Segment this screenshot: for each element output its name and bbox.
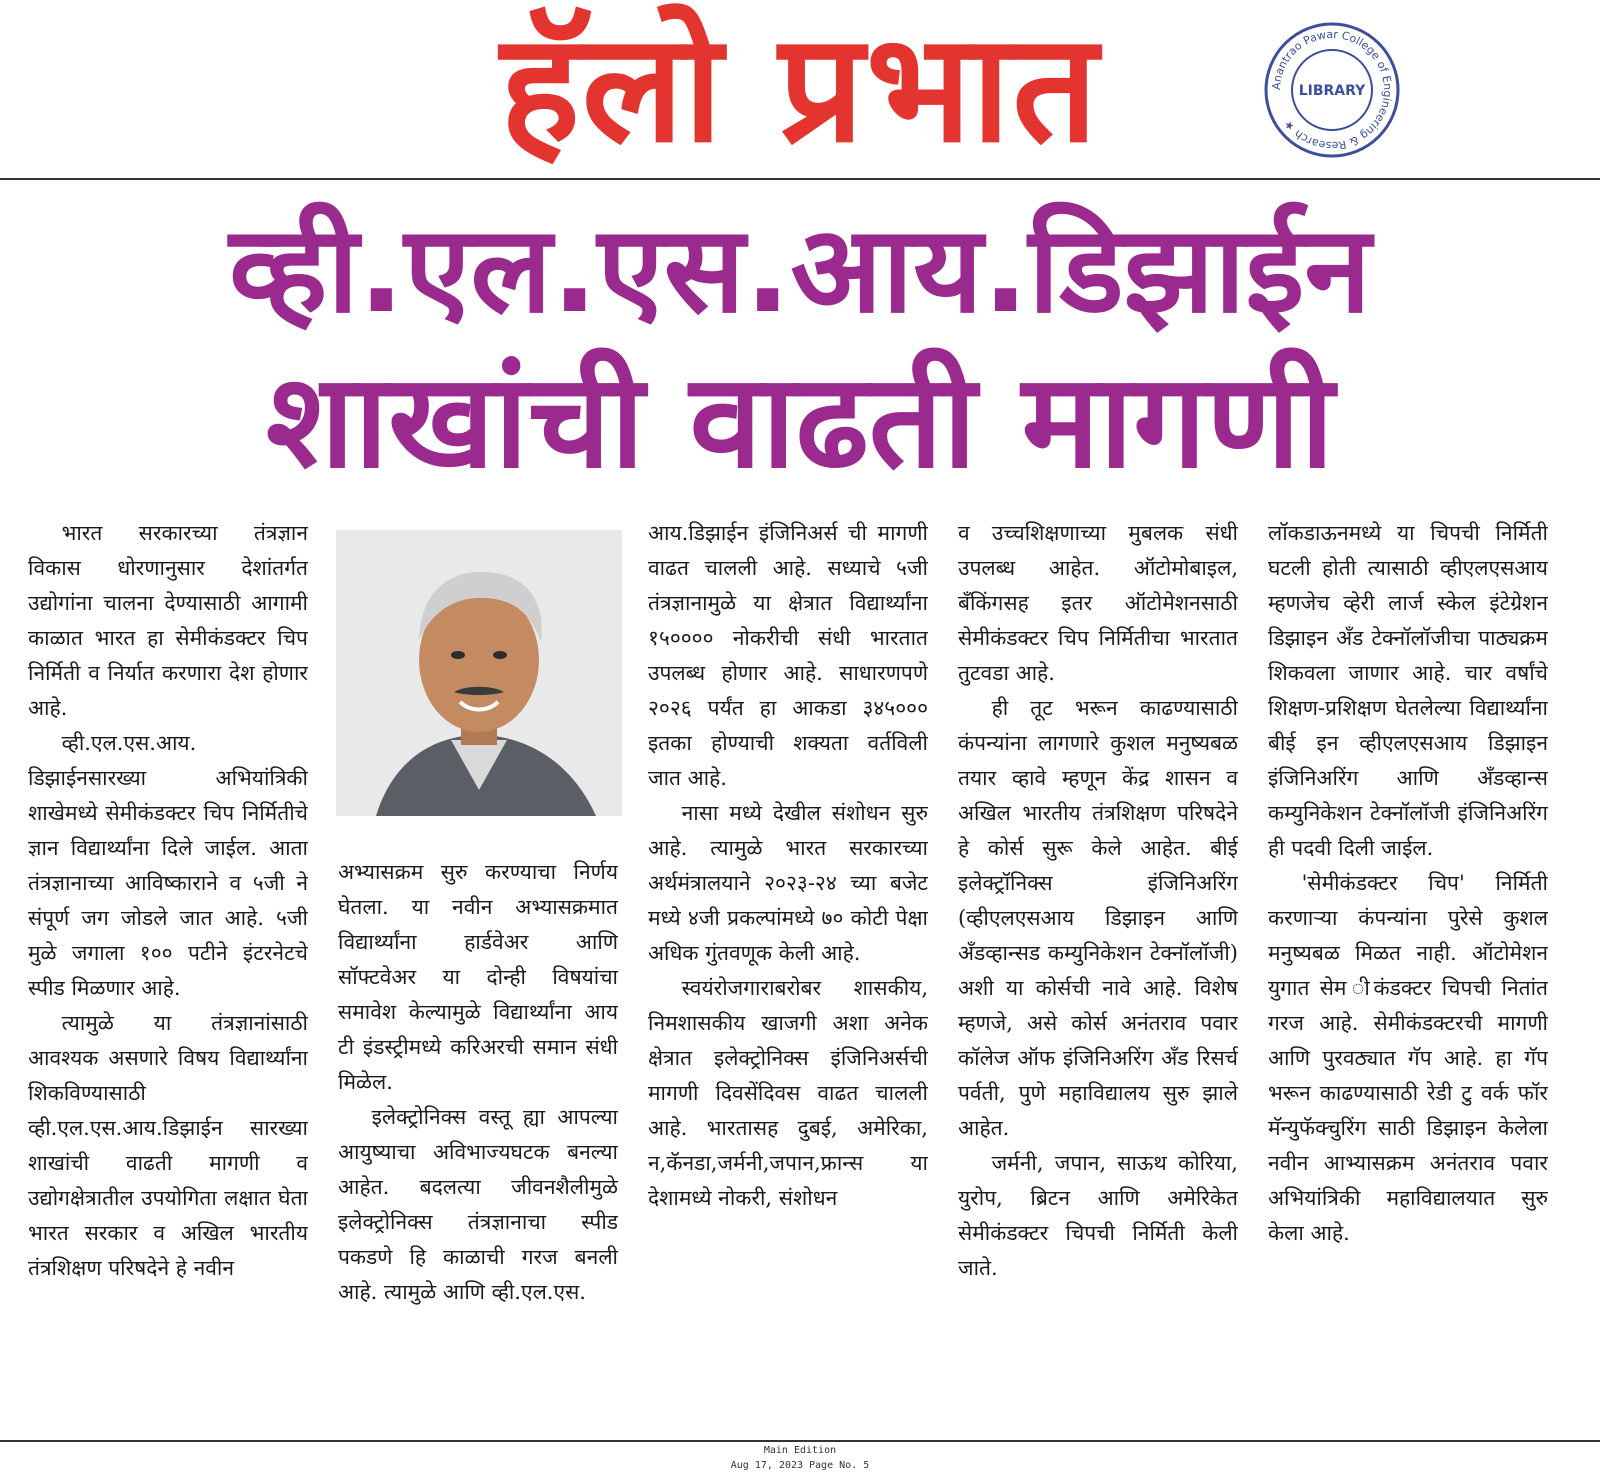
paragraph: व्ही.एल.एस.आय. डिझाईनसारख्या अभियांत्रिकी शाखेमध्ये सेमीकंडक्टर चिप निर्मितीचे ज्ञान विद्यार्थ्यांना दिले जाईल. आता तंत्रज्ञानाच्या आविष्काराने व ५जी ने संपूर्ण जग जोडले जात आहे. ५जी मुळे जगाला १०० पटीने इंटरनेटचे स्पीड मिळणार आहे. [28,731,308,1000]
library-stamp [1262,20,1402,160]
article-column-4 [958,516,1238,1426]
article-column-3 [648,516,928,1426]
headline-line-2: शाखांची वाढती मागणी [266,345,1334,497]
paragraph: व उच्चशिक्षणाच्या मुबलक संधी उपलब्ध आहेत. ऑटोमोबाइल, बँकिंगसह इतर ऑटोमेशनसाठी सेमीकंडक्टर चिप निर्मितीचा भारतात तुटवडा आहे. [958,521,1238,685]
article-column-2 [338,855,618,1425]
article-column-5 [1268,516,1548,1426]
paragraph: अभ्यासक्रम सुरु करण्याचा निर्णय घेतला. या नवीन अभ्यासक्रमात विद्यार्थ्यांना हार्डवेअर आणि सॉफ्टवेअर या दोन्ही विषयांचा समावेश केल्यामुळे विद्यार्थ्यांना आय टी इंडस्ट्रीमध्ये करिअरची समान संधी मिळेल. [338,860,618,1094]
paragraph: स्वयंरोजगाराबरोबर शासकीय, निमशासकीय खाजगी अशा अनेक क्षेत्रात इलेक्ट्रोनिक्स इंजिनिअर्सची मागणी दिवसेंदिवस वाढत चालली आहे. भारतासह दुबई, अमेरिका, न,कॅनडा,जर्मनी,जपान,फ्रान्स या देशामध्ये नोकरी, संशोधन [648,976,928,1210]
footer-rule [0,1440,1600,1442]
masthead [0,0,1600,178]
headline-line-1: व्ही.एल.एस.आय.डिझाईन [229,201,1371,340]
date-page-label: Aug 17, 2023 Page No. 5 [730,1460,870,1471]
page-footer [0,1443,1600,1473]
edition-label: Main Edition [763,1445,837,1456]
library-stamp-icon [1262,20,1402,160]
newspaper-title: हॅलो प्रभात [500,2,1100,176]
author-photo [336,530,622,816]
paragraph: लॉकडाऊनमध्ये या चिपची निर्मिती घटली होती त्यासाठी व्हीएलएसआय म्हणजेच व्हेरी लार्ज स्केल इंटेग्रेशन डिझाइन अँड टेक्नॉलॉजीचा पाठ्यक्रम शिकवला जाणार आहे. चार वर्षांचे शिक्षण-प्रशिक्षण घेतलेल्या विद्यार्थ्यांना बीई इन व्हीएलएसआय डिझाइन इंजिनिअरिंग आणि अँडव्हान्स कम्युनिकेशन टेक्नॉलॉजी इंजिनिअरिंग ही पदवी दिली जाईल. [1268,521,1548,860]
paragraph: भारत सरकारच्या तंत्रज्ञान विकास धोरणानुसार देशांतर्गत उद्योगांना चालना देण्यासाठी आगामी काळात भारत हा सेमीकंडक्टर चिप निर्मिती व निर्यात करणारा देश होणार आहे. [28,521,308,720]
article-column-1 [28,516,308,1426]
paragraph: 'सेमीकंडक्टर चिप' निर्मिती करणाऱ्या कंपन्यांना पुरेसे कुशल मनुष्यबळ मिळत नाही. ऑटोमेशन युगात सेम ीकंडक्टर चिपची नितांत गरज आहे. सेमीकंडक्टरची मागणी आणि पुरवठ्यात गॅप आहे. हा गॅप भरून काढण्यासाठी रेडी टु वर्क फॉर मॅन्युफॅक्चुरिंग साठी डिझाइन केलेला नवीन आभ्यासक्रम अनंतराव पवार अभियांत्रिकी महाविद्यालयात सुरु केला आहे. [1268,871,1548,1245]
paragraph: त्यामुळे या तंत्रज्ञानांसाठी आवश्यक असणारे विषय विद्यार्थ्यांना शिकविण्यासाठी व्ही.एल.एस.आय.डिझाईन सारख्या शाखांची वाढती मागणी व उद्योगक्षेत्रातील उपयोगिता लक्षात घेता भारत सरकार व अखिल भारतीय तंत्रशिक्षण परिषदेने हे नवीन [28,1011,308,1280]
paragraph: इलेक्ट्रोनिक्स वस्तू ह्या आपल्या आयुष्याचा अविभाज्यघटक बनल्या आहेत. बदलत्या जीवनशैलीमुळे इलेक्ट्रोनिक्स तंत्रज्ञानाचा स्पीड पकडणे हि काळाची गरज बनली आहे. त्यामुळे आणि व्ही.एल.एस. [338,1105,618,1304]
portrait-icon [336,530,622,816]
paragraph: जर्मनी, जपान, साऊथ कोरिया, युरोप, ब्रिटन आणि अमेरिकेत सेमीकंडक्टर चिपची निर्मिती केली जाते. [958,1151,1238,1280]
headline [0,186,1600,497]
svg-text:Anantrao Pawar College of Engi: Anantrao Pawar College of Engineering & Research ★ [1269,27,1395,153]
svg-text:LIBRARY: LIBRARY [1298,83,1366,99]
paragraph: ही तूट भरून काढण्यासाठी कंपन्यांना लागणारे कुशल मनुष्यबळ तयार व्हावे म्हणून केंद्र शासन व अखिल भारतीय तंत्रशिक्षण परिषदेने हे कोर्स सुरू केले आहेत. बीई इलेक्ट्रॉनिक्स इंजिनिअरिंग (व्हीएलएसआय डिझाइन आणि अँडव्हान्सड कम्युनिकेशन टेक्नॉलॉजी) अशी या कोर्सची नावे आहे. विशेष म्हणजे, असे कोर्स अनंतराव पवार कॉलेज ऑफ इंजिनिअरिंग अँड रिसर्च पर्वती, पुणे महाविद्यालय सुरु झाले आहेत. [958,696,1238,1140]
masthead-rule [0,178,1600,180]
paragraph: नासा मध्ये देखील संशोधन सुरु आहे. त्यामुळे भारत सरकारच्या अर्थमंत्रालयाने २०२३-२४ च्या बजेट मध्ये ४जी प्रकल्पांमध्ये ७० कोटी पेक्षा अधिक गुंतवणूक केली आहे. [648,801,928,965]
paragraph: आय.डिझाईन इंजिनिअर्स ची मागणी वाढत चालली आहे. सध्याचे ५जी तंत्रज्ञानामुळे या क्षेत्रात विद्यार्थ्यांना १५०००० नोकरीची संधी भारतात उपलब्ध होणार आहे. साधारणपणे २०२६ पर्यंत हा आकडा ३४५००० इतका होण्याची शक्यता वर्तविली जात आहे. [648,521,928,790]
